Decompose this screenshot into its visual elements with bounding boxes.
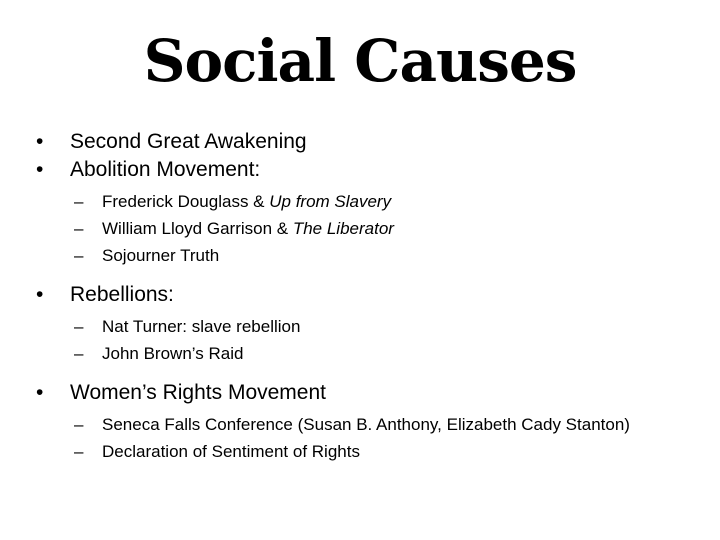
sub-bullet-text: William Lloyd Garrison & — [102, 219, 293, 238]
bullet-text: Second Great Awakening — [70, 130, 307, 153]
sub-bullet-item — [36, 215, 706, 242]
bullet-marker: • — [36, 158, 44, 181]
dash-marker: – — [74, 317, 84, 336]
sub-bullet-text: Nat Turner: slave rebellion — [102, 317, 301, 336]
bullet-item — [36, 379, 706, 407]
bullet-item — [36, 156, 706, 184]
sub-list — [36, 411, 706, 465]
sub-bullet-item — [36, 313, 706, 340]
bullet-item — [36, 128, 706, 156]
dash-marker: – — [74, 442, 84, 461]
sub-bullet-text: John Brown’s Raid — [102, 344, 244, 363]
bullet-text: Abolition Movement: — [70, 158, 261, 181]
dash-marker: – — [74, 415, 84, 434]
dash-marker: – — [74, 246, 84, 265]
slide-title: Social Causes — [143, 27, 577, 95]
bullet-list — [36, 128, 706, 471]
bullet-text: Rebellions: — [70, 283, 174, 306]
sub-bullet-item — [36, 188, 706, 215]
bullet-item — [36, 281, 706, 309]
sub-bullet-item — [36, 438, 706, 465]
sub-bullet-italic: Up from Slavery — [269, 192, 392, 211]
sub-bullet-italic: The Liberator — [292, 219, 394, 238]
sub-bullet-item — [36, 411, 706, 438]
bullet-marker: • — [36, 130, 44, 153]
dash-marker: – — [74, 219, 84, 238]
bullet-marker: • — [36, 381, 44, 404]
sub-bullet-text: Frederick Douglass & — [102, 192, 270, 211]
dash-marker: – — [74, 192, 84, 211]
sub-bullet-item — [36, 242, 706, 269]
sub-list — [36, 188, 706, 269]
dash-marker: – — [74, 344, 84, 363]
sub-bullet-text: Seneca Falls Conference (Susan B. Anthony, Elizabeth Cady Stanton) — [102, 415, 630, 434]
bullet-marker: • — [36, 283, 44, 306]
sub-bullet-item — [36, 340, 706, 367]
sub-bullet-text: Declaration of Sentiment of Rights — [102, 442, 360, 461]
bullet-text: Women’s Rights Movement — [70, 381, 326, 404]
sub-bullet-text: Sojourner Truth — [102, 246, 220, 265]
sub-list — [36, 313, 706, 367]
